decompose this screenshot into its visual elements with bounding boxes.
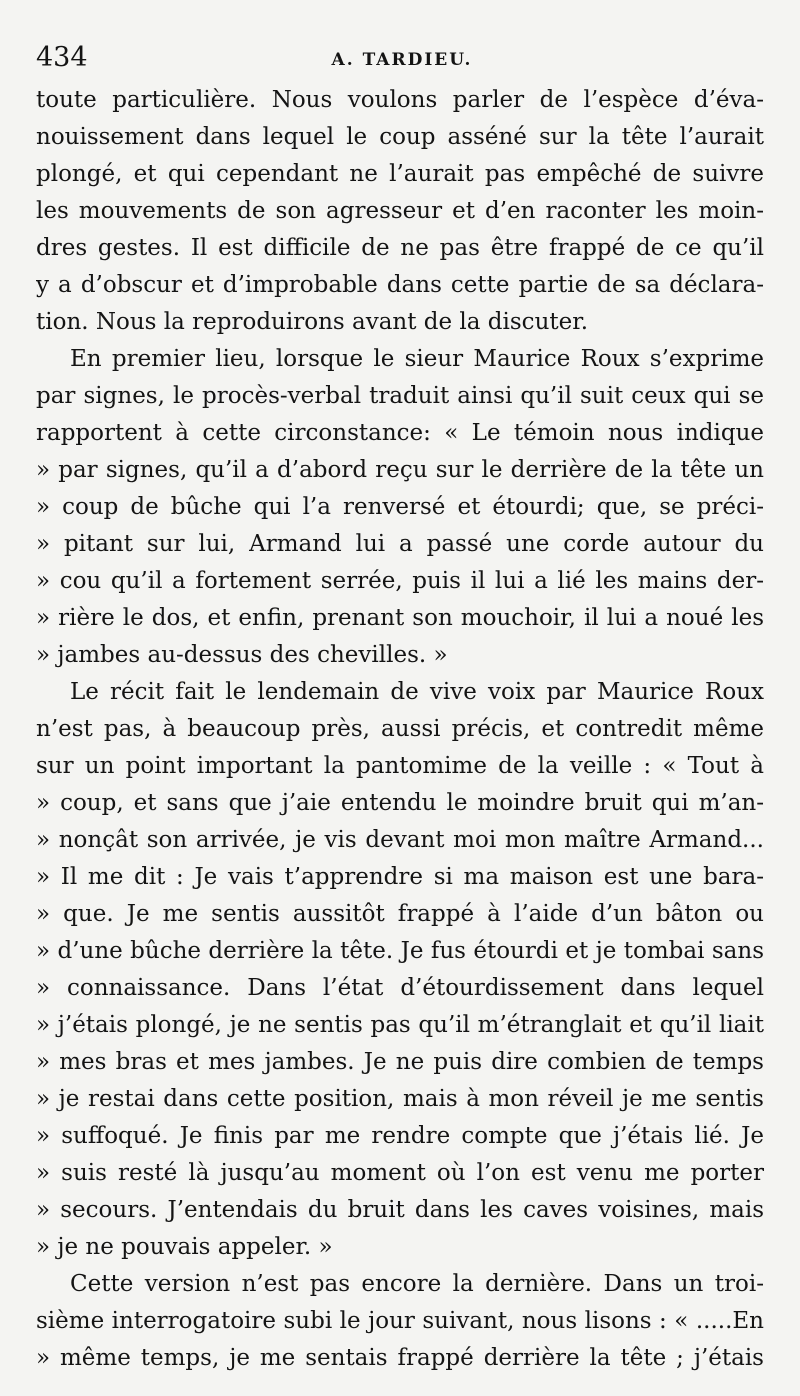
text-line: » coup, et sans que j’aie entendu le moindre bruit qui m’an- <box>36 790 764 816</box>
text-line: » j’étais plongé, je ne sentis pas qu’il m’étranglait et qu’il liait <box>36 1012 764 1038</box>
text-line: » d’une bûche derrière la tête. Je fus étourdi et je tombai sans <box>36 938 764 964</box>
text-line: » que. Je me sentis aussitôt frappé à l’aide d’un bâton ou <box>36 901 764 927</box>
text-line: rapportent à cette circonstance: « Le témoin nous indique <box>36 420 764 446</box>
text-line: les mouvements de son agresseur et d’en raconter les moin- <box>36 198 764 224</box>
text-line: » jambes au-dessus des chevilles. » <box>36 642 448 668</box>
text-line: » par signes, qu’il a d’abord reçu sur le derrière de la tête un <box>36 457 764 483</box>
text-line: » je ne pouvais appeler. » <box>36 1234 333 1260</box>
text-line: » nonçât son arrivée, je vis devant moi mon maître Armand... <box>36 827 764 853</box>
paragraph <box>36 674 764 1266</box>
text-line: » secours. J’entendais du bruit dans les caves voisines, mais <box>36 1197 764 1223</box>
text-line: toute particulière. Nous voulons parler de l’espèce d’éva- <box>36 87 764 113</box>
text-line: » même temps, je me sentais frappé derrière la tête ; j’étais <box>36 1345 764 1371</box>
body-text <box>36 82 764 1377</box>
paragraph <box>36 82 764 341</box>
text-line: » pitant sur lui, Armand lui a passé une corde autour du <box>36 531 764 557</box>
page-header <box>36 38 768 78</box>
text-line: n’est pas, à beaucoup près, aussi précis, et contredit même <box>36 716 764 742</box>
text-line: » coup de bûche qui l’a renversé et étourdi; que, se préci- <box>36 494 764 520</box>
text-line: par signes, le procès-verbal traduit ainsi qu’il suit ceux qui se <box>36 383 764 409</box>
text-line: » suis resté là jusqu’au moment où l’on est venu me porter <box>36 1160 764 1186</box>
paragraph <box>36 341 764 674</box>
running-head: A. TARDIEU. <box>331 50 473 70</box>
page-number: 434 <box>36 42 88 73</box>
text-line: » je restai dans cette position, mais à mon réveil je me sentis <box>36 1086 764 1112</box>
text-line: sième interrogatoire subi le jour suivant, nous lisons : « .....En <box>36 1308 764 1334</box>
text-line: plongé, et qui cependant ne l’aurait pas empêché de suivre <box>36 161 764 187</box>
text-line: En premier lieu, lorsque le sieur Maurice Roux s’exprime <box>70 346 764 372</box>
text-line: » suffoqué. Je finis par me rendre compte que j’étais lié. Je <box>36 1123 764 1149</box>
text-line: Cette version n’est pas encore la dernière. Dans un troi- <box>70 1271 764 1297</box>
text-line: dres gestes. Il est difficile de ne pas être frappé de ce qu’il <box>36 235 764 261</box>
text-line: y a d’obscur et d’improbable dans cette partie de sa déclara- <box>36 272 764 298</box>
text-line: sur un point important la pantomime de la veille : « Tout à <box>36 753 764 779</box>
paragraph <box>36 1266 764 1377</box>
text-line: » rière le dos, et enfin, prenant son mouchoir, il lui a noué les <box>36 605 764 631</box>
text-line: Le récit fait le lendemain de vive voix par Maurice Roux <box>70 679 764 705</box>
text-line: » connaissance. Dans l’état d’étourdissement dans lequel <box>36 975 764 1001</box>
text-line: tion. Nous la reproduirons avant de la discuter. <box>36 309 589 335</box>
text-line: » mes bras et mes jambes. Je ne puis dire combien de temps <box>36 1049 764 1075</box>
text-line: » Il me dit : Je vais t’apprendre si ma maison est une bara- <box>36 864 764 890</box>
text-line: nouissement dans lequel le coup asséné sur la tête l’aurait <box>36 124 764 150</box>
text-line: » cou qu’il a fortement serrée, puis il lui a lié les mains der- <box>36 568 764 594</box>
